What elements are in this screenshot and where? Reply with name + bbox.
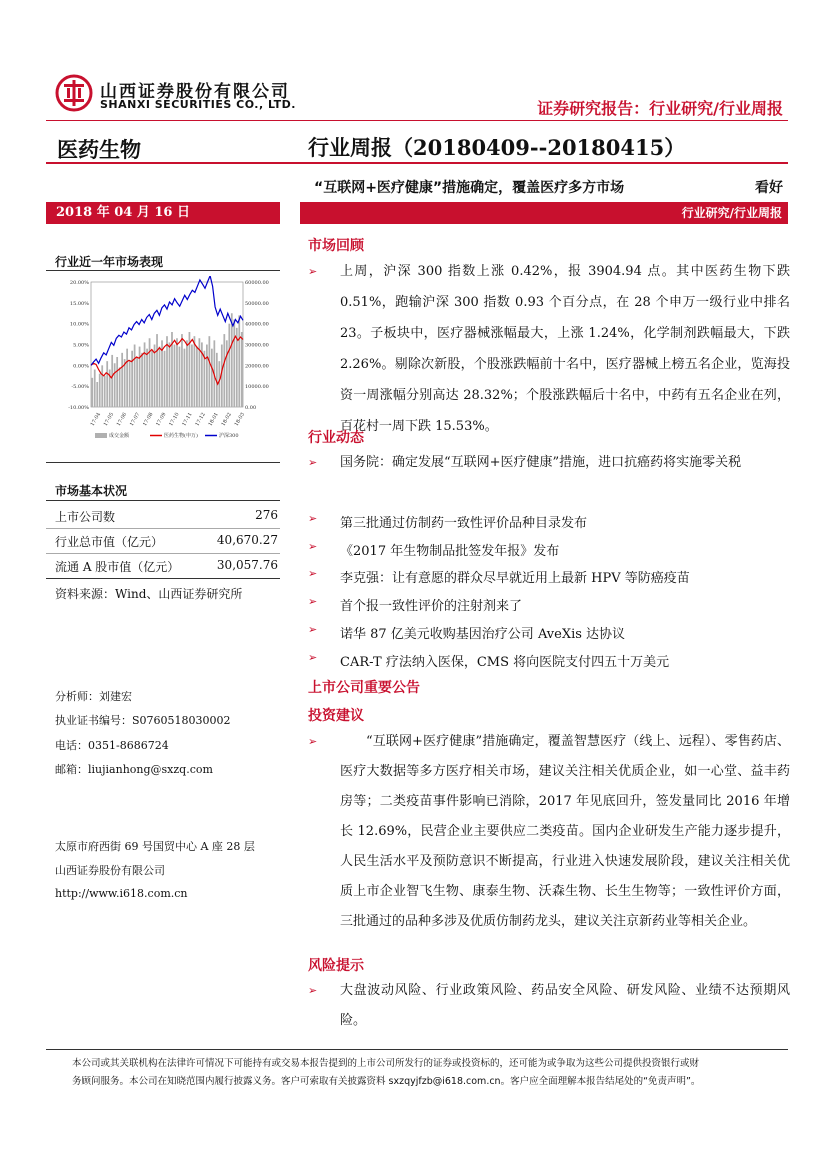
volume-bar [106,361,108,407]
volume-bar [233,320,235,408]
legend-swatch [95,433,107,438]
risk-text: 大盘波动风险、行业政策风险、药品安全风险、研发风险、业绩不达预期风险。 [340,983,790,1028]
volume-bar [166,336,168,407]
arrow-bullet-icon: ➢ [308,540,318,553]
volume-bar [126,349,128,407]
news-text: 国务院：确定发展“互联网+医疗健康”措施，进口抗癌药将实施零关税 [340,455,742,470]
stat-rule [46,553,280,554]
volume-bar [151,351,153,407]
volume-bar [176,338,178,407]
market-chart-svg [55,276,280,446]
news-text: 第三批通过仿制药一致性评价品种目录发布 [340,516,588,531]
investment-paragraph [308,727,790,937]
stat-rule [46,528,280,529]
report-type-header: 证券研究报告：行业研究/行业周报 [537,99,783,118]
company-address: 太原市府西街 69 号国贸中心 A 座 28 层 [55,840,255,853]
chart-bottom-rule [46,462,280,463]
stat-value: 276 [255,508,278,522]
footer-disclaimer [72,1055,772,1091]
arrow-bullet-icon: ➢ [308,623,318,636]
volume-bar [104,376,106,407]
volume-bar [136,357,138,407]
report-headline: “互联网+医疗健康”措施确定，覆盖医疗多方市场 [314,180,625,196]
volume-bar [164,351,166,407]
volume-bar [131,351,133,407]
volume-bar [179,347,181,407]
volume-bar [144,342,146,407]
section-industry-news: 行业动态 [308,430,364,446]
news-text: 首个报一致性评价的注射剂来了 [340,599,523,614]
x-tick-label: 17-11 [181,411,194,428]
volume-bar [114,363,116,407]
volume-bar [146,349,148,407]
volume-bar [121,353,123,407]
volume-bar [149,338,151,407]
volume-bar [139,347,141,407]
volume-bar [174,345,176,408]
news-item [308,623,790,642]
investment-text: “互联网+医疗健康”措施确定，覆盖智慧医疗（线上、远程）、零售药店、医疗大数据等多方医疗相关市场，建议关注相关优质企业，如一心堂、益丰药房等；二类疫苗事件影响已消除，2017 年见底回升，签发量同比 2016 年增长 12.69%，民营企业主要供应二类疫苗。国内企业研发生产能力逐步提升，人民生活水平及预防意识不断提高，行业进入快速发展阶段，建议关注相关优质上市企业智飞生物、康泰生物、沃森生物、长生生物等；一致性评价方面，三批通过的品种多涉及优质仿制药龙头，建议关注京新药业等相关企业。 [340,734,790,929]
volume-bar [99,374,101,407]
volume-bar [196,347,198,407]
analyst-phone: 电话：0351-8686724 [55,739,169,752]
volume-bar [141,353,143,407]
volume-bar [124,359,126,407]
company-url[interactable]: http://www.i618.com.cn [55,887,188,900]
stat-row-float-cap [55,558,278,575]
volume-bar [211,349,213,407]
stat-rule [46,578,280,579]
arrow-bullet-icon: ➢ [308,984,318,997]
volume-bar [238,315,240,407]
news-item [308,449,790,477]
legend-label: 成交金额 [109,433,130,439]
stat-label: 上市公司数 [55,510,116,524]
stat-row-companies [55,508,278,525]
y-left-tick-label: 15.00% [69,300,89,307]
analyst-license: 执业证书编号：S0760518030002 [55,714,231,727]
volume-bar [129,361,131,407]
y-left-tick-label: 20.00% [69,280,89,286]
volume-bar [169,342,171,407]
chart-title-rule [46,270,280,271]
volume-bar [101,365,103,407]
analyst-email[interactable]: 邮箱：liujianhong@sxzq.com [55,763,213,776]
x-tick-label: 18-03 [233,411,247,428]
news-text: 李克强：让有意愿的群众尽早就近用上最新 HPV 等防癌疫苗 [340,571,690,586]
title-rule [46,162,788,164]
weekly-title: 行业周报（20180409--20180415） [308,135,686,160]
y-left-tick-label: 0.00% [73,363,89,370]
volume-bar [194,336,196,407]
footer-rule [46,1049,788,1050]
volume-bar [154,345,156,408]
arrow-bullet-icon: ➢ [308,735,318,748]
stats-title: 市场基本状况 [55,484,128,498]
volume-bar [218,361,220,407]
volume-bar [159,347,161,407]
news-item [308,512,790,531]
y-right-tick-label: 0.00 [245,405,257,411]
x-tick-label: 17-10 [168,411,181,428]
y-right-tick-label: 10000.00 [245,384,269,391]
volume-bar [228,324,230,407]
legend-label: 沪深300 [219,433,239,439]
volume-bar [208,336,210,407]
section-investment: 投资建议 [308,708,364,724]
volume-bar [231,313,233,407]
company-logo-icon [55,74,93,112]
arrow-bullet-icon: ➢ [308,456,318,469]
data-source: 资料来源：Wind、山西证券研究所 [55,587,243,601]
x-tick-label: 17-07 [128,411,142,428]
x-tick-label: 18-01 [207,411,220,428]
arrow-bullet-icon: ➢ [308,265,318,278]
arrow-bullet-icon: ➢ [308,595,318,608]
stat-value: 30,057.76 [216,558,278,572]
news-item [308,651,790,670]
market-review-text: 上周，沪深 300 指数上涨 0.42%，报 3904.94 点。其中医药生物下跌 0.51%，跑输沪深 300 指数 0.93 个百分点，在 28 个申万一级行业中排名 23。子板块中，医疗器械涨幅最大，上涨 1.24%，化学制剂跌幅最大，下跌 2.26%。剔除次新股，个股涨跌幅前十名中，医疗器械上榜五名企业，览海投资一周涨幅分别高达 28.32%；个股涨跌幅后十名中，中药有五名企业在列，百花村一周下跌 15.53%。 [340,264,790,434]
report-type-bar: 行业研究/行业周报 [300,202,788,224]
volume-bar [119,367,121,407]
y-left-tick-label: -10.00% [68,405,89,411]
stats-title-rule [46,500,280,501]
arrow-bullet-icon: ➢ [308,567,318,580]
x-tick-label: 17-12 [194,411,207,428]
legend-label: 医药生物(申万) [164,433,198,439]
y-left-tick-label: 10.00% [69,321,89,328]
chart-title: 行业近一年市场表现 [55,255,164,269]
volume-bar [241,332,243,407]
y-right-tick-label: 50000.00 [245,300,269,307]
market-chart [55,276,280,446]
arrow-bullet-icon: ➢ [308,512,318,525]
volume-bar [223,334,225,407]
x-tick-label: 17-06 [115,411,129,428]
y-right-tick-label: 20000.00 [245,363,269,370]
volume-bar [111,355,113,407]
y-left-tick-label: 5.00% [73,342,89,349]
volume-bar [226,340,228,407]
y-right-tick-label: 60000.00 [245,280,269,286]
section-announcements: 上市公司重要公告 [308,680,420,696]
volume-bar [186,340,188,407]
risk-paragraph [308,976,790,1036]
x-tick-label: 17-04 [89,411,103,428]
volume-bar [184,349,186,407]
news-text: 《2017 年生物制品批签发年报》发布 [340,544,560,559]
header-rule [46,120,788,121]
stat-value: 40,670.27 [216,533,278,547]
news-item [308,540,790,559]
news-text: CAR-T 疗法纳入医保，CMS 将向医院支付四五十万美元 [340,655,670,670]
analyst-name: 分析师：刘建宏 [55,690,132,703]
disclaimer-line: 务顾问服务。本公司在知晓范围内履行披露义务。客户可索取有关披露资料 sxzqyjfzb@i618.com.cn。客户应全面理解本报告结尾处的“免责声明”。 [72,1076,701,1087]
volume-bar [206,345,208,408]
news-item [308,595,790,614]
industry-title: 医药生物 [57,138,141,162]
arrow-bullet-icon: ➢ [308,651,318,664]
volume-bar [156,334,158,407]
news-item [308,567,790,586]
volume-bar [96,382,98,407]
market-review-paragraph [308,256,790,442]
date-bar: 2018 年 04 月 16 日 [46,202,280,224]
x-tick-label: 17-08 [142,411,155,428]
company-name-cn: 山西证券股份有限公司 [100,82,290,102]
y-left-tick-label: -5.00% [71,384,89,391]
x-tick-label: 17-09 [155,411,168,428]
volume-bar [116,357,118,407]
volume-bar [191,345,193,408]
section-market-review: 市场回顾 [308,238,364,254]
y-right-tick-label: 30000.00 [245,342,269,349]
stat-row-total-cap [55,533,278,550]
volume-bar [94,370,96,408]
volume-bar [134,345,136,408]
x-tick-label: 18-02 [220,411,233,428]
y-right-tick-label: 40000.00 [245,321,269,328]
disclaimer-line: 本公司或其关联机构在法律许可情况下可能持有或交易本报告提到的上市公司所发行的证券或投资标的，还可能为或争取为这些公司提供投资银行或财 [72,1058,700,1069]
company-name: 山西证券股份有限公司 [55,864,165,877]
x-tick-label: 17-05 [102,411,116,428]
news-text: 诺华 87 亿美元收购基因治疗公司 AveXis 达协议 [340,627,626,642]
company-name-en: SHANXI SECURITIES CO., LTD. [100,98,296,111]
stat-label: 行业总市值（亿元） [55,535,164,549]
volume-bar [91,378,93,407]
stat-label: 流通 A 股市值（亿元） [55,560,180,574]
section-risk: 风险提示 [308,958,364,974]
volume-bar [181,334,183,407]
rating-label: 看好 [755,180,783,196]
